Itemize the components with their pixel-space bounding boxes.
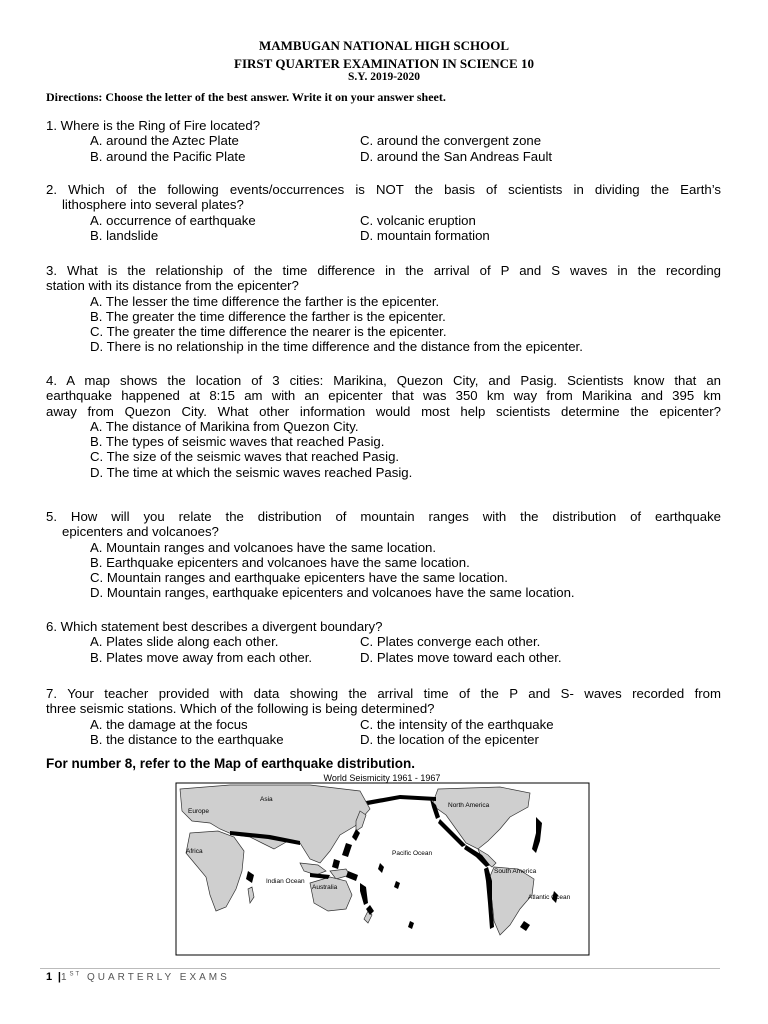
question-stem: 1. Where is the Ring of Fire located? bbox=[46, 118, 261, 133]
footer-text: QUARTERLY EXAMS bbox=[87, 972, 230, 983]
label-africa: Africa bbox=[186, 848, 203, 855]
label-pacific-ocean: Pacific Ocean bbox=[392, 850, 433, 857]
label-north-america: North America bbox=[448, 802, 490, 809]
label-europe: Europe bbox=[188, 808, 209, 815]
question-stem-cont: three seismic stations. Which of the following is being determined? bbox=[46, 701, 435, 717]
page-number: 1 bbox=[46, 971, 53, 983]
option-a: A. The distance of Marikina from Quezon City. bbox=[90, 418, 359, 434]
option-d: D. mountain formation bbox=[360, 227, 490, 243]
question-7 bbox=[46, 686, 721, 747]
directions: Directions: Choose the letter of the best answer. Write it on your answer sheet. bbox=[46, 90, 446, 104]
option-d: D. around the San Andreas Fault bbox=[360, 148, 553, 164]
page-footer bbox=[46, 971, 230, 983]
option-a: A. Plates slide along each other. bbox=[90, 634, 279, 650]
option-d: D. the location of the epicenter bbox=[360, 731, 539, 747]
question-stem: 5. How will you relate the distribution of mountain ranges with the distribution of earthquake bbox=[46, 509, 721, 524]
option-d: D. There is no relationship in the time difference and the distance from the epicenter. bbox=[90, 339, 583, 355]
question-3 bbox=[46, 263, 721, 355]
option-b: B. landslide bbox=[90, 227, 159, 243]
option-c: C. the intensity of the earthquake bbox=[360, 716, 554, 732]
footer-quarter-suffix: ST bbox=[69, 971, 82, 978]
school-name: MAMBUGAN NATIONAL HIGH SCHOOL bbox=[258, 38, 510, 53]
map-reference-note: For number 8, refer to the Map of earthquake distribution. bbox=[46, 756, 416, 771]
option-c: C. around the convergent zone bbox=[360, 133, 542, 149]
label-atlantic-ocean: Atlantic Ocean bbox=[528, 894, 571, 901]
question-2 bbox=[46, 182, 721, 243]
question-4 bbox=[46, 373, 721, 480]
label-australia: Australia bbox=[312, 884, 338, 891]
option-b: B. the distance to the earthquake bbox=[90, 731, 284, 747]
option-d: D. Mountain ranges, earthquake epicenters and volcanoes have the same location. bbox=[90, 585, 575, 601]
question-stem: 4. A map shows the location of 3 cities: Marikina, Quezon City, and Pasig. Scientists know that an bbox=[46, 373, 721, 388]
exam-title: FIRST QUARTER EXAMINATION IN SCIENCE 10 bbox=[234, 56, 534, 71]
option-a: A. around the Aztec Plate bbox=[90, 133, 239, 149]
question-stem: 2. Which of the following events/occurrences is NOT the basis of scientists in dividing the Earth’s bbox=[46, 182, 721, 197]
question-1 bbox=[46, 118, 721, 164]
school-year: S.Y. 2019-2020 bbox=[347, 71, 421, 83]
option-c: C. volcanic eruption bbox=[360, 212, 476, 228]
option-b: B. Earthquake epicenters and volcanoes have the same location. bbox=[90, 554, 470, 570]
question-6 bbox=[46, 619, 721, 665]
label-asia: Asia bbox=[260, 796, 273, 803]
option-b: B. Plates move away from each other. bbox=[90, 649, 313, 665]
question-5 bbox=[46, 509, 721, 601]
question-stem-cont: earthquake happened at 8:15 am with an epicenter that was 350 km way from Marikina and 395 km bbox=[46, 388, 721, 404]
question-stem-cont: lithosphere into several plates? bbox=[62, 197, 244, 213]
footer-quarter-num: 1 bbox=[60, 972, 70, 983]
option-d: D. The time at which the seismic waves reached Pasig. bbox=[90, 464, 413, 480]
footer-separator: | bbox=[57, 971, 61, 983]
option-b: B. The types of seismic waves that reached Pasig. bbox=[90, 434, 385, 450]
question-stem: 7. Your teacher provided with data showing the arrival time of the P and S- waves recorded from bbox=[46, 686, 721, 701]
question-stem-cont: away from Quezon City. What other information would most help scientists determine the epicenter? bbox=[46, 403, 721, 419]
option-a: A. The lesser the time difference the farther is the epicenter. bbox=[90, 293, 440, 309]
world-seismicity-map bbox=[170, 771, 595, 957]
map-title: World Seismicity 1961 - 1967 bbox=[323, 773, 441, 783]
option-a: A. Mountain ranges and volcanoes have the same location. bbox=[90, 539, 437, 555]
option-c: C. Mountain ranges and earthquake epicenters have the same location. bbox=[90, 570, 508, 586]
question-stem-cont: station with its distance from the epicenter? bbox=[46, 278, 299, 294]
label-indian-ocean: Indian Ocean bbox=[266, 878, 305, 885]
question-stem-cont: epicenters and volcanoes? bbox=[62, 524, 219, 540]
option-b: B. around the Pacific Plate bbox=[90, 148, 246, 164]
option-b: B. The greater the time difference the farther is the epicenter. bbox=[90, 308, 446, 324]
option-c: C. The greater the time difference the nearer is the epicenter. bbox=[90, 324, 447, 340]
question-stem: 6. Which statement best describes a divergent boundary? bbox=[46, 619, 383, 634]
label-south-america: South America bbox=[494, 868, 537, 875]
option-c: C. The size of the seismic waves that reached Pasig. bbox=[90, 449, 400, 465]
option-c: C. Plates converge each other. bbox=[360, 634, 541, 650]
option-a: A. occurrence of earthquake bbox=[90, 212, 256, 228]
question-stem: 3. What is the relationship of the time difference in the arrival of P and S waves in the recording bbox=[46, 263, 721, 278]
option-d: D. Plates move toward each other. bbox=[360, 649, 562, 665]
footer-divider bbox=[40, 968, 720, 969]
option-a: A. the damage at the focus bbox=[90, 716, 248, 732]
